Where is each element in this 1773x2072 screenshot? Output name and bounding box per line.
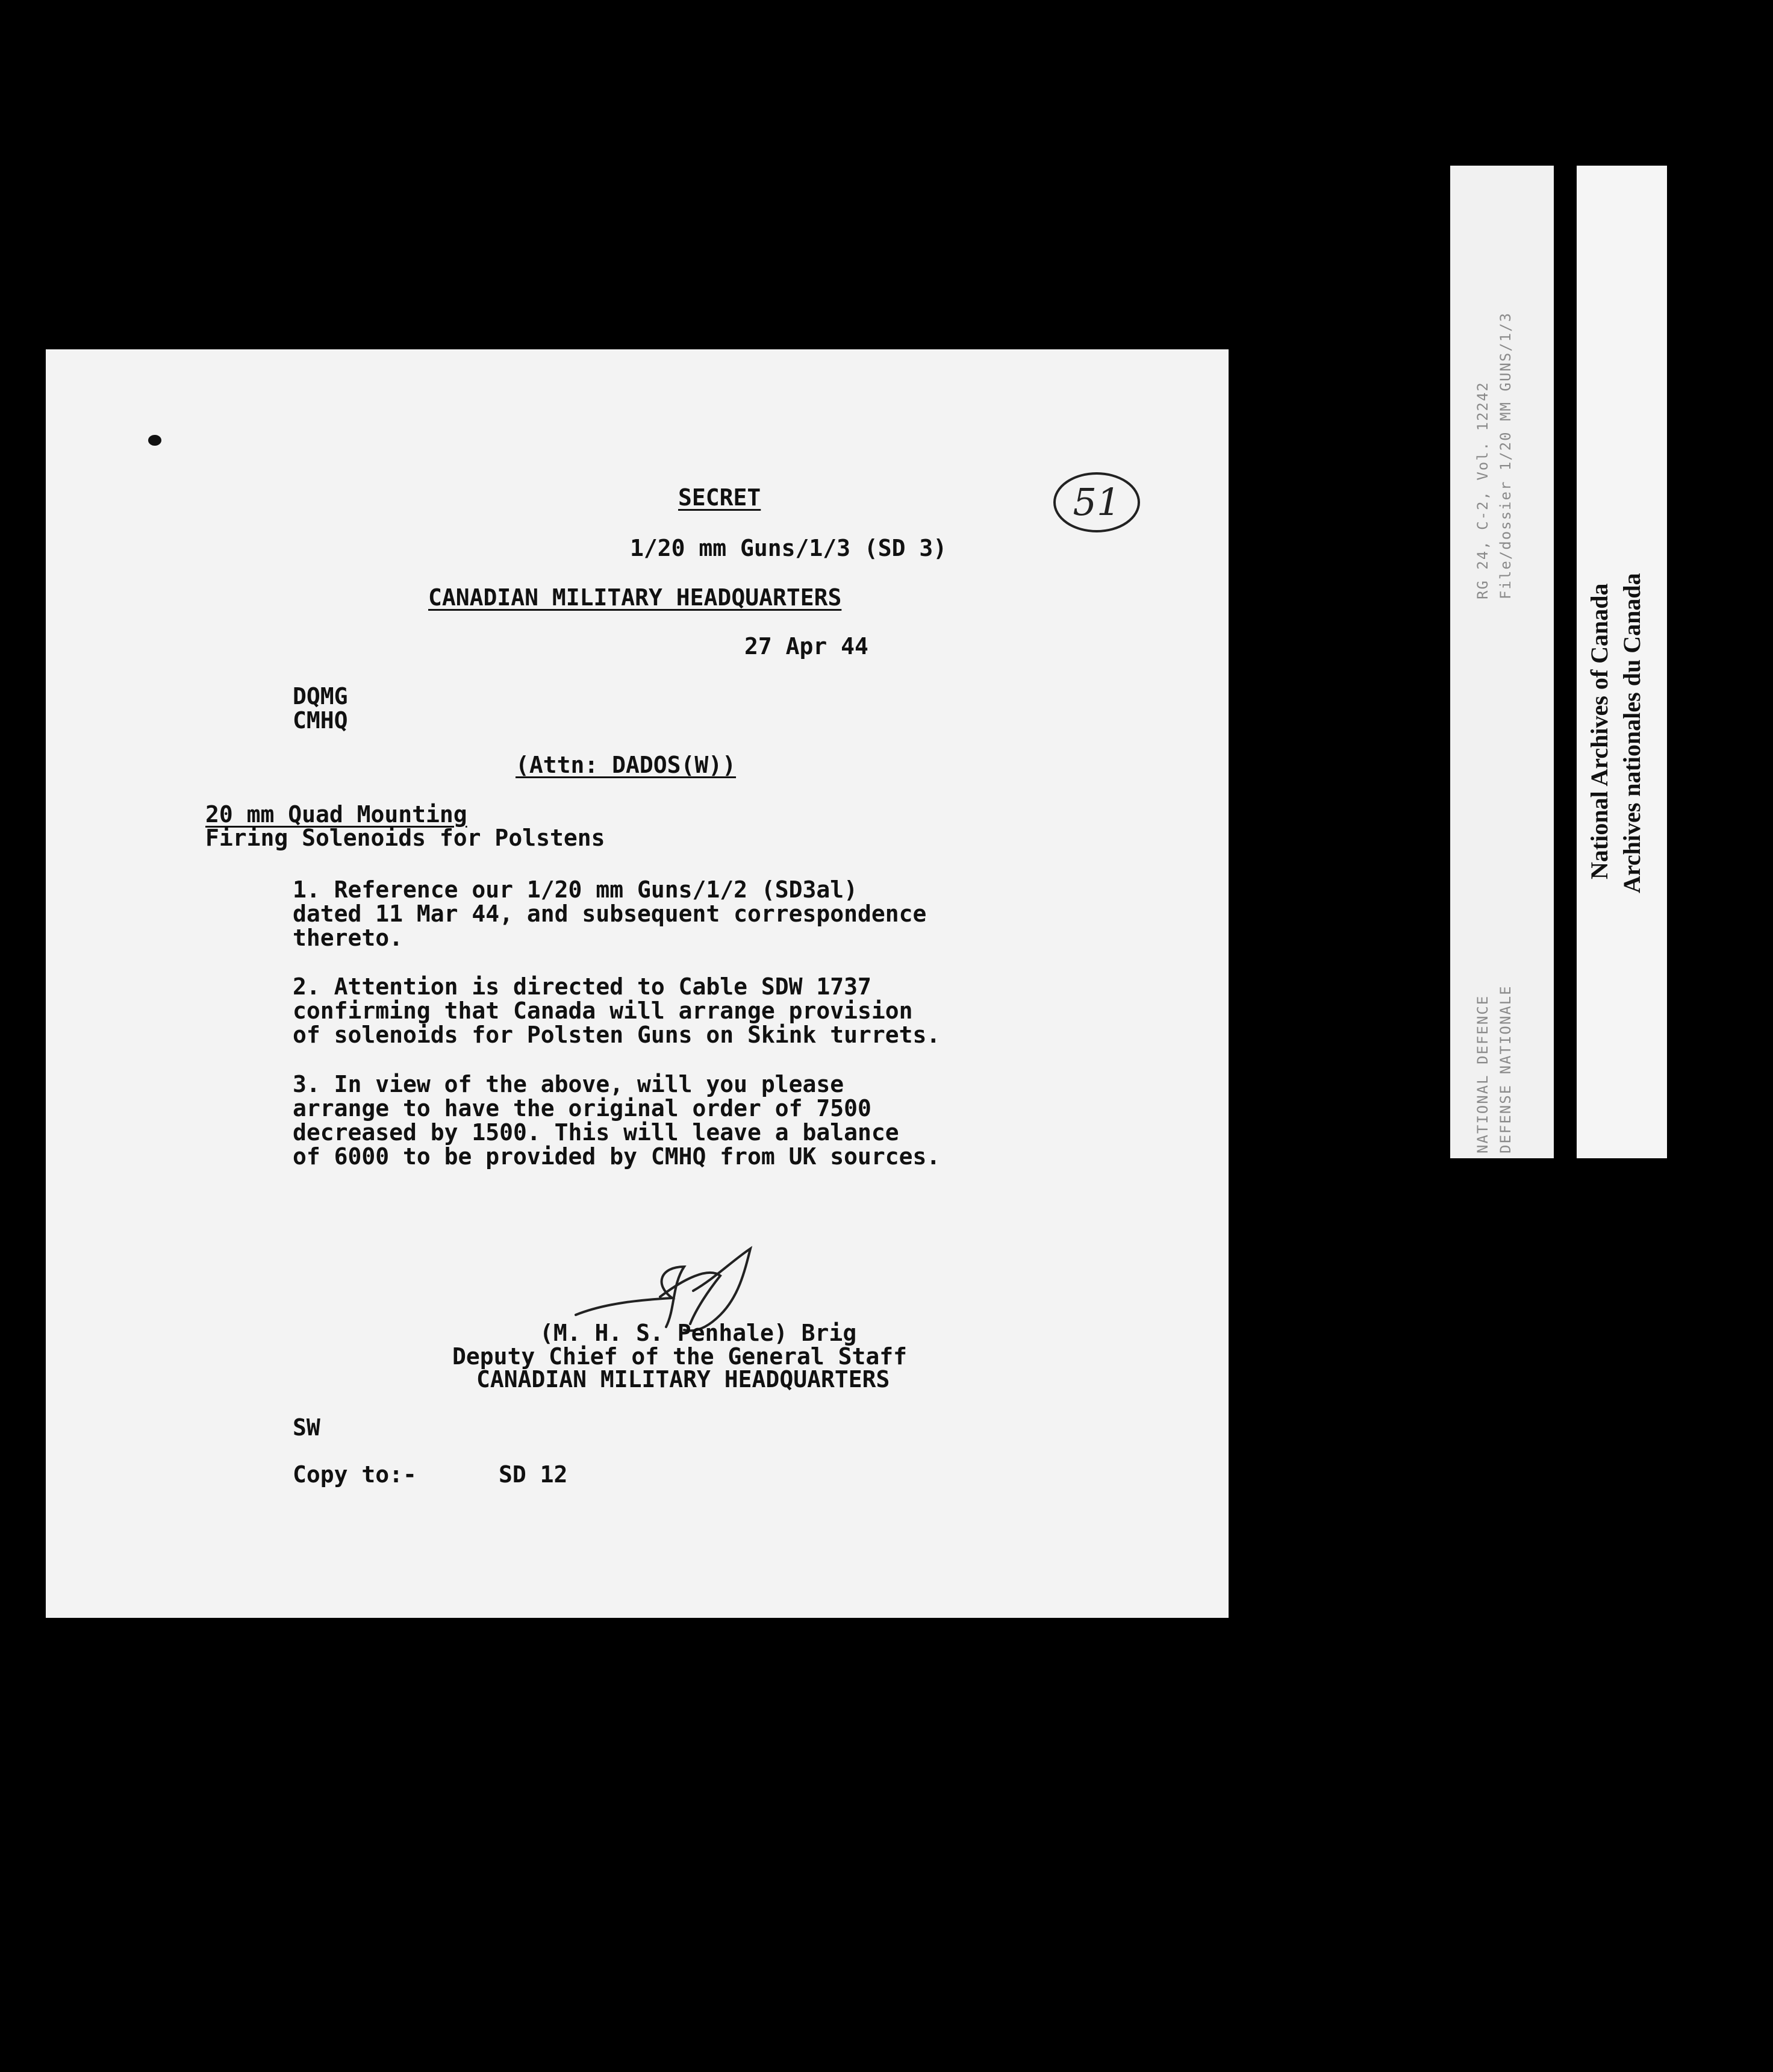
- folio-stamp: [1052, 470, 1142, 535]
- archive-reference-label: [1450, 166, 1554, 1158]
- memo-page: [46, 349, 1229, 1618]
- paragraph-3-line-3: decreased by 1500. This will leave a balance: [293, 1119, 899, 1146]
- paragraph-1-line-3: thereto.: [293, 925, 404, 951]
- archive-institution-label: [1577, 166, 1667, 1158]
- file-reference: 1/20 mm Guns/1/3 (SD 3): [630, 535, 947, 561]
- folio-number: 51: [1073, 480, 1121, 524]
- paragraph-1-line-2: dated 11 Mar 44, and subsequent correspondence: [293, 900, 927, 927]
- signatory-organization: CANADIAN MILITARY HEADQUARTERS: [476, 1366, 890, 1393]
- copy-to-value: SD 12: [499, 1461, 568, 1488]
- subject-line-1: 20 mm Quad Mounting: [205, 801, 467, 828]
- paragraph-3-line-4: of 6000 to be provided by CMHQ from UK sources.: [293, 1143, 941, 1170]
- paragraph-2-line-3: of solenoids for Polsten Guns on Skink turrets.: [293, 1022, 941, 1048]
- hq-title: CANADIAN MILITARY HEADQUARTERS: [428, 584, 842, 611]
- typist-initials: SW: [293, 1414, 320, 1441]
- label-separator: [1565, 166, 1577, 1158]
- recipient-line-2: CMHQ: [293, 707, 348, 734]
- paragraph-2-line-2: confirming that Canada will arrange provision: [293, 997, 913, 1024]
- attention-line: (Attn: DADOS(W)): [516, 752, 737, 778]
- recipient-line-1: DQMG: [293, 683, 348, 710]
- archive-dept-line-2: DEFENSE NATIONALE: [1497, 985, 1514, 1153]
- institution-name-en: National Archives of Canada: [1586, 583, 1613, 879]
- archive-ref-line-1: RG 24, C-2, Vol. 12242: [1474, 381, 1491, 599]
- signatory-title: Deputy Chief of the General Staff: [452, 1343, 907, 1370]
- memo-date: 27 Apr 44: [744, 633, 868, 660]
- subject-line-2: Firing Solenoids for Polstens: [205, 825, 605, 851]
- paragraph-3-line-2: arrange to have the original order of 7500: [293, 1095, 871, 1122]
- paragraph-3-line-1: 3. In view of the above, will you please: [293, 1071, 844, 1097]
- archive-dept-line-1: NATIONAL DEFENCE: [1474, 994, 1491, 1153]
- paragraph-1-line-1: 1. Reference our 1/20 mm Guns/1/2 (SD3al): [293, 876, 858, 903]
- punch-mark: [148, 435, 161, 446]
- paragraph-2-line-1: 2. Attention is directed to Cable SDW 1737: [293, 973, 871, 1000]
- copy-to-label: Copy to:-: [293, 1461, 417, 1488]
- classification: SECRET: [678, 484, 761, 511]
- institution-name-fr: Archives nationales du Canada: [1618, 573, 1645, 893]
- archive-ref-line-2: File/dossier 1/20 MM GUNS/1/3: [1497, 311, 1514, 599]
- signatory-name: (M. H. S. Penhale) Brig: [540, 1320, 857, 1346]
